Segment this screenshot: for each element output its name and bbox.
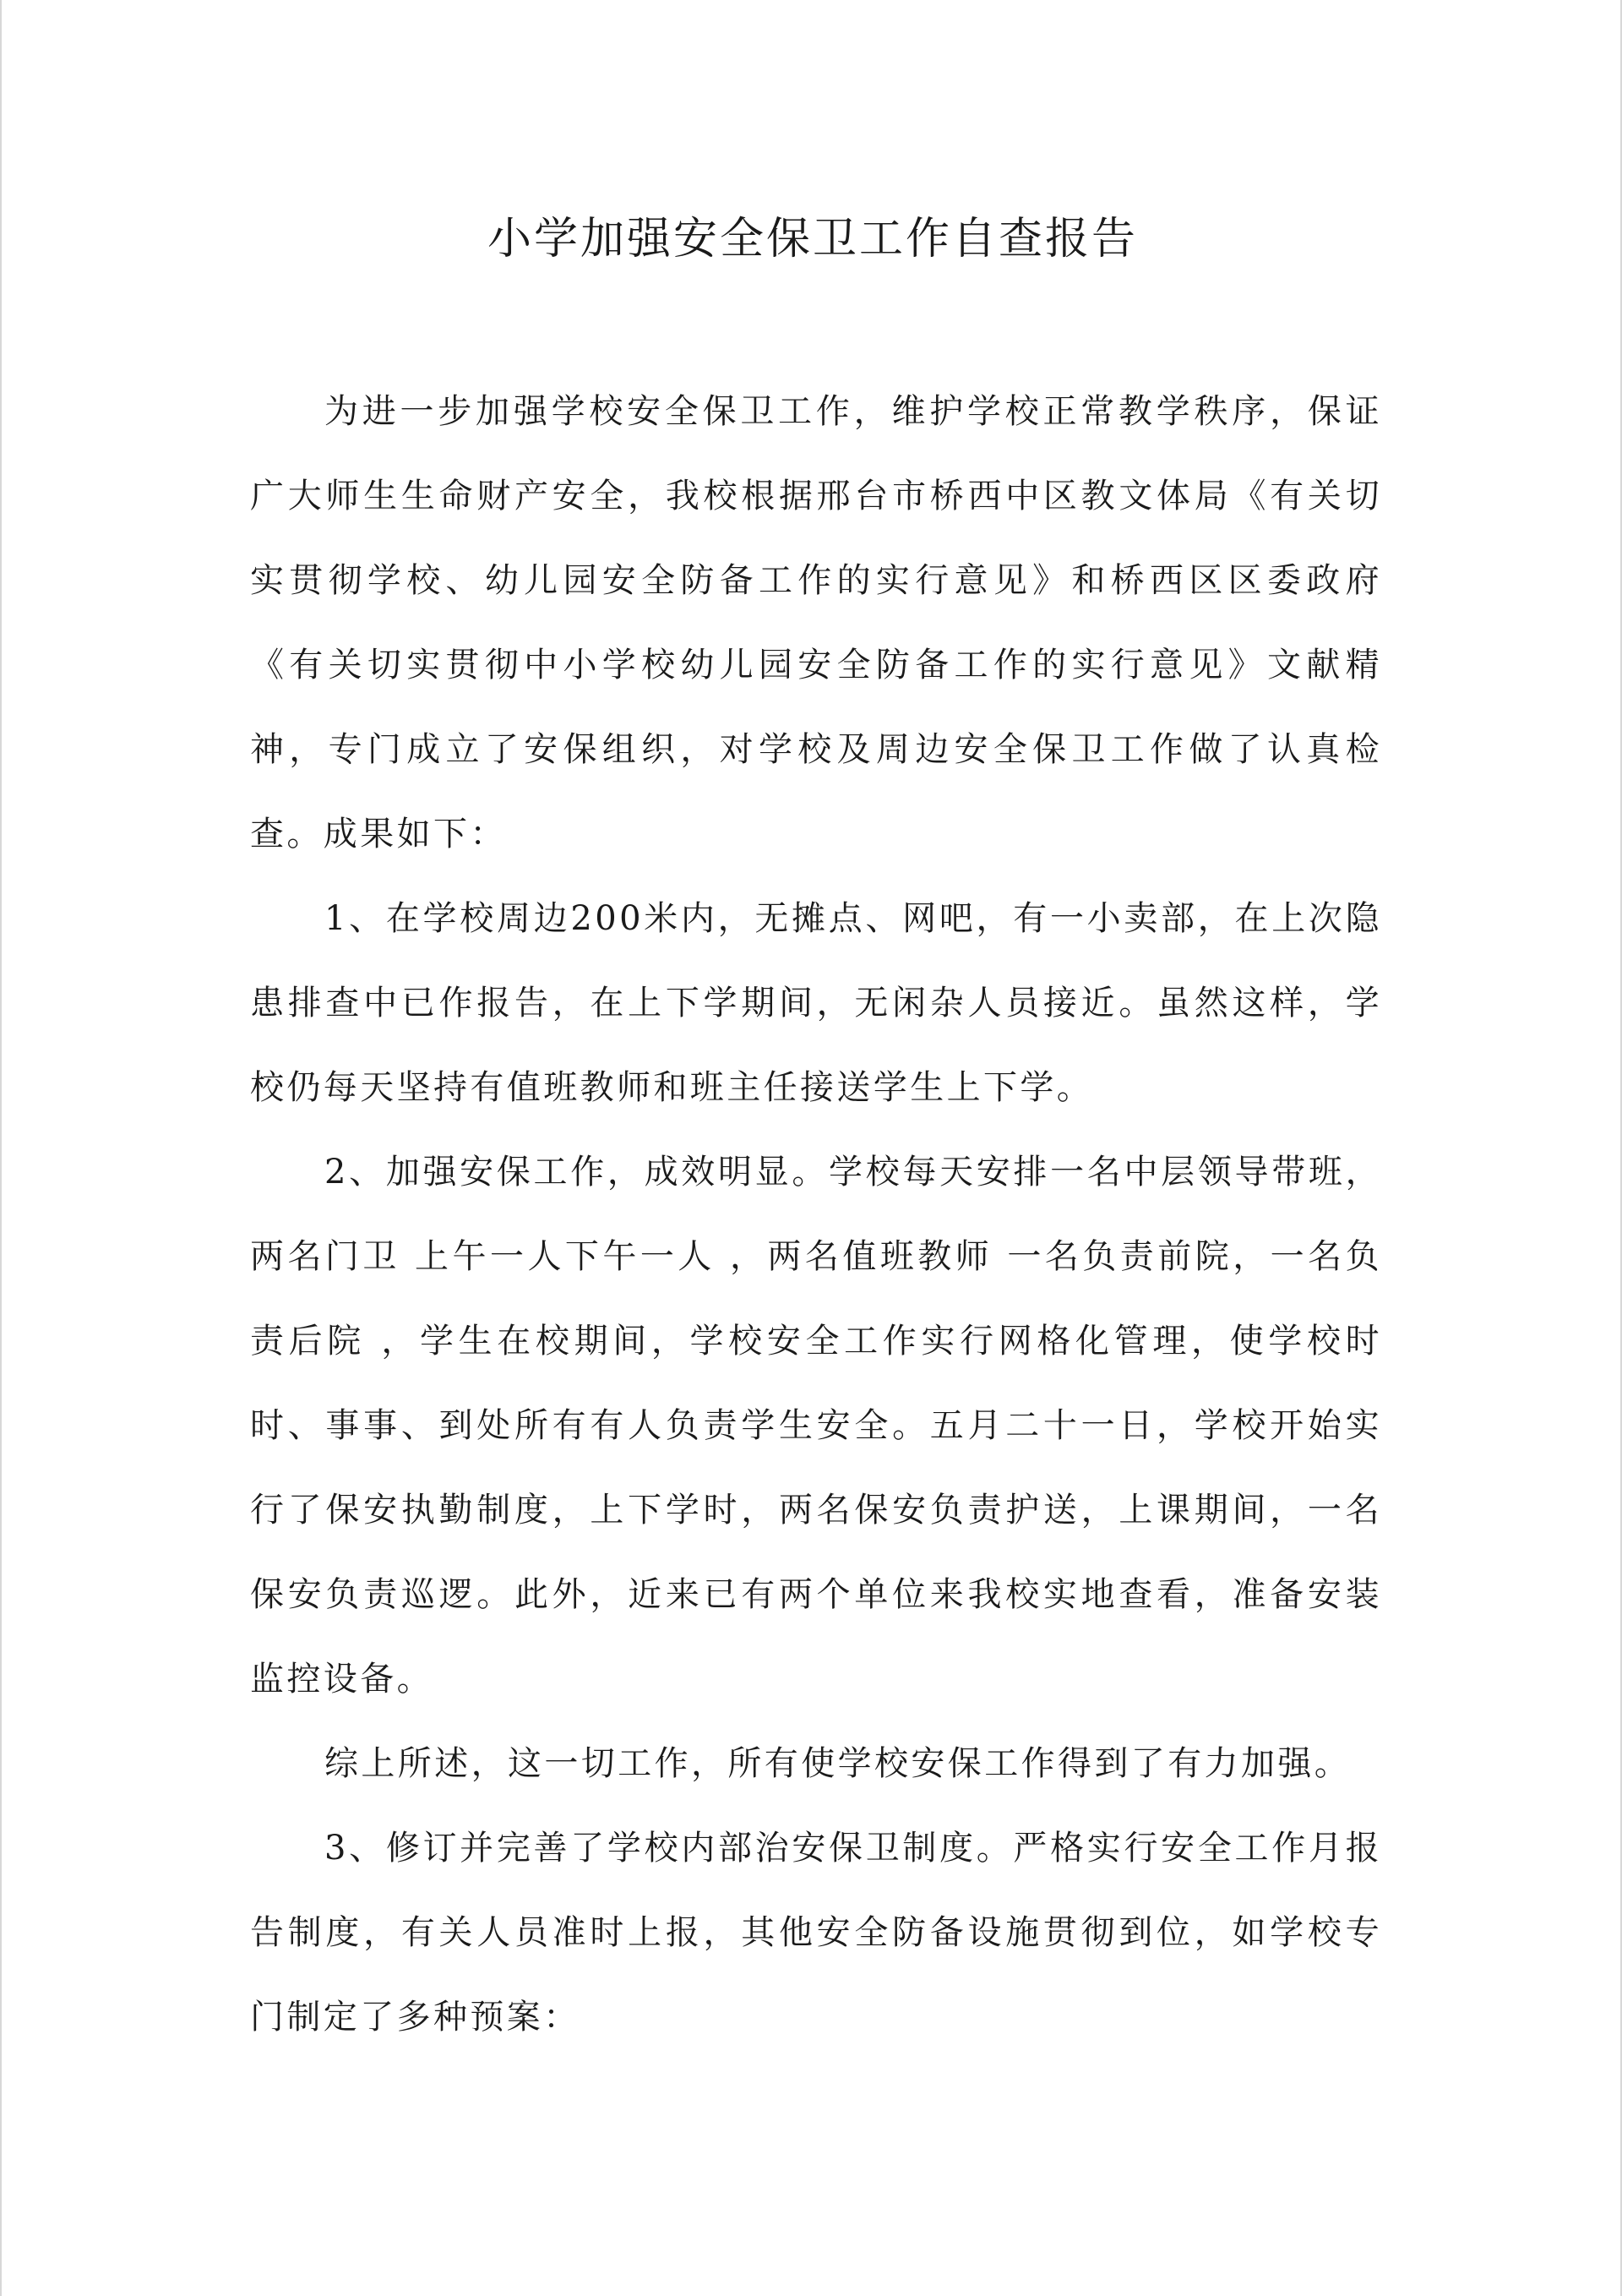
summary-paragraph: 综上所述，这一切工作，所有使学校安保工作得到了有力加强。 — [324, 1744, 1352, 1783]
item-3-paragraph: 3、修订并完善了学校内部治安保卫制度。严格实行安全工作月报告制度，有关人员准时上报，其他安全防备设施贯彻到位，如学校专门制定了多种预案： — [250, 1829, 1382, 2037]
document-body — [250, 369, 1382, 2059]
document-title: 小学加强安全保卫工作自查报告 — [487, 214, 1138, 265]
item-1-paragraph: 1、在学校周边200米内，无摊点、网吧，有一小卖部，在上次隐患排查中已作报告，在上下学期间，无闲杂人员接近。虽然这样，学校仍每天坚持有值班教师和班主任接送学生上下学。 — [250, 899, 1382, 1107]
item-2-paragraph: 2、加强安保工作，成效明显。学校每天安排一名中层领导带班，两名门卫 上午一人下午一人 ，两名值班教师 一名负责前院，一名负责后院 ，学生在校期间，学校安全工作实行网格化管理，使学校时时、事事、到处所有有人负责学生安全。五月二十一日，学校开始实行了保安执勤制度，上下学时，两名保安负责护送，上课期间，一名保安负责巡逻。此外，近来已有两个单位来我校实地查看，准备安装监控设备。 — [250, 1153, 1382, 1699]
intro-paragraph: 为进一步加强学校安全保卫工作，维护学校正常教学秩序，保证广大师生生命财产安全，我校根据邢台市桥西中区教文体局《有关切实贯彻学校、幼儿园安全防备工作的实行意见》和桥西区区委政府《有关切实贯彻中小学校幼儿园安全防备工作的实行意见》文献精神，专门成立了安保组织，对学校及周边安全保卫工作做了认真检查。成果如下： — [250, 392, 1382, 854]
